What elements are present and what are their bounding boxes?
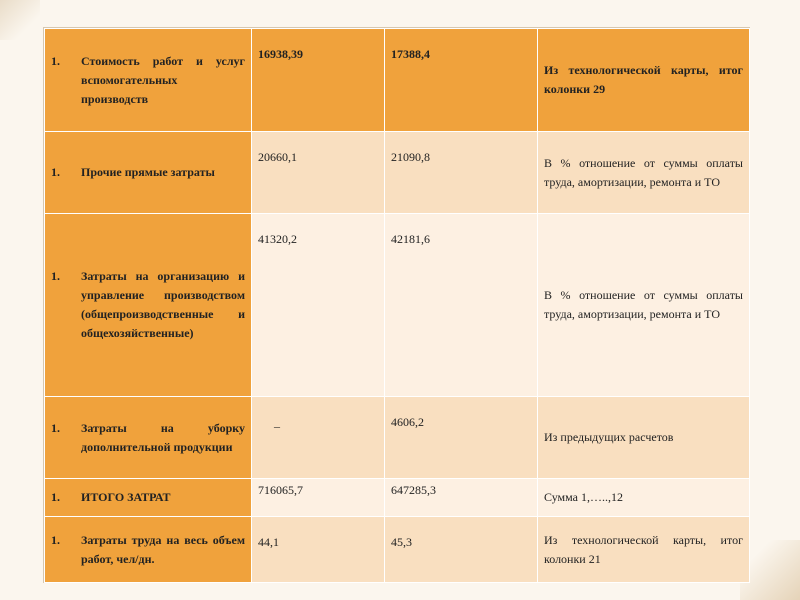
value-cell-1: 16938,39 (252, 29, 385, 132)
corner-decoration-top-left (0, 0, 40, 40)
description-cell: Из технологической карты, итог колонки 21 (538, 517, 750, 583)
value-cell-2: 42181,6 (385, 214, 538, 397)
row-label: Затраты на уборку дополнительной продукции (81, 420, 245, 454)
row-number: 1. (51, 165, 60, 179)
table-row (45, 517, 750, 583)
value-cell-2: 647285,3 (385, 479, 538, 517)
cost-table-container (43, 27, 750, 583)
description-cell: Сумма 1,…..,12 (538, 479, 750, 517)
value-cell-1: 716065,7 (252, 479, 385, 517)
value-cell-1: 41320,2 (252, 214, 385, 397)
row-number: 1. (51, 420, 60, 435)
table-row (45, 479, 750, 517)
row-number: 1. (51, 490, 60, 504)
description-cell: Из предыдущих расчетов (538, 397, 750, 479)
cost-table (44, 28, 750, 583)
row-number: 1. (51, 532, 60, 547)
row-label-cell (45, 132, 252, 214)
value-cell-2: 21090,8 (385, 132, 538, 214)
row-label: Стоимость работ и услуг вспомогательных производств (81, 53, 245, 106)
value-cell-1: 20660,1 (252, 132, 385, 214)
value-cell-1: 44,1 (252, 517, 385, 583)
row-label-cell (45, 29, 252, 132)
table-row (45, 132, 750, 214)
table-row (45, 214, 750, 397)
row-label: ИТОГО ЗАТРАТ (81, 490, 171, 504)
row-label-cell (45, 517, 252, 583)
row-label-cell (45, 479, 252, 517)
value-cell-2: 45,3 (385, 517, 538, 583)
description-cell: Из технологической карты, итог колонки 29 (538, 29, 750, 132)
value-cell-2: 17388,4 (385, 29, 538, 132)
row-label: Затраты труда на весь объем работ, чел/дн. (81, 532, 245, 566)
row-number: 1. (51, 53, 60, 68)
row-label-cell (45, 397, 252, 479)
row-label: Затраты на организацию и управление производством (общепроизводственные и общехозяйственные) (81, 269, 245, 340)
value-cell-2: 4606,2 (385, 397, 538, 479)
row-label: Прочие прямые затраты (81, 165, 215, 179)
value-cell-1: _ (252, 397, 385, 479)
row-number: 1. (51, 269, 60, 283)
table-row (45, 397, 750, 479)
table-row (45, 29, 750, 132)
description-cell: В % отношение от суммы оплаты труда, амортизации, ремонта и ТО (538, 214, 750, 397)
row-label-cell (45, 214, 252, 397)
description-cell: В % отношение от суммы оплаты труда, амортизации, ремонта и ТО (538, 132, 750, 214)
